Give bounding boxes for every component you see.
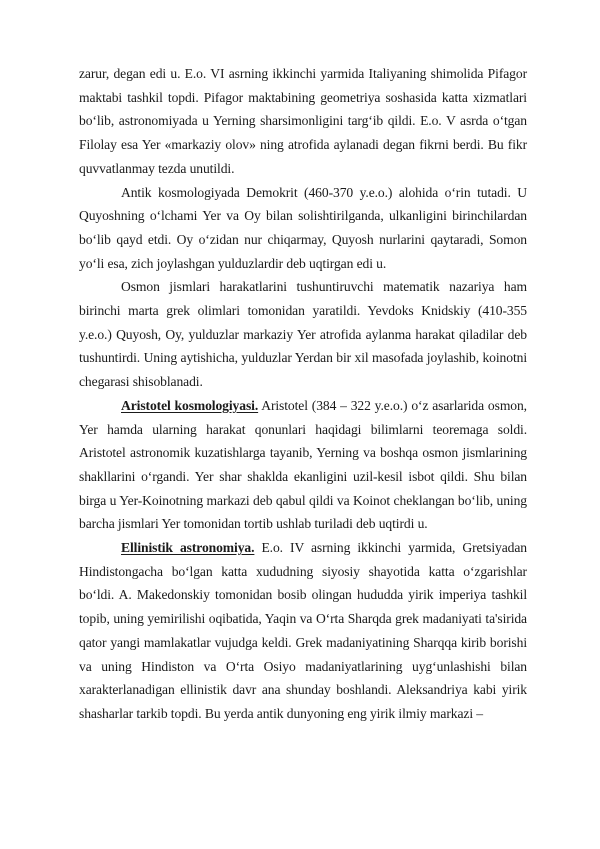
paragraph-1-text: zarur, degan edi u. E.o. VI asrning ikkinchi yarmida Italiyaning shimolida Pifagor maktabi tashkil topdi. Pifagor maktabining geometriya soshasida katta xizmatlari bo‘lib, astronomiyada u Yerning sharsimonligini targ‘ib qildi. E.o. V asrda o‘tgan Filolay esa Yer «markaziy olov» ning atrofida aylanadi degan fikrni berdi. Bu fikr quvvatlanmay tezda unutildi. — [79, 66, 527, 176]
paragraph-2-text: Antik kosmologiyada Demokrit (460-370 y.e.o.) alohida o‘rin tutadi. U Quyoshning o‘lchami Yer va Oy bilan solishtirilganda, ulkanligini birinchilardan bo‘lib qayd etdi. Oy o‘zidan nur chiqarmay, Quyosh nurlarini qaytaradi, Somon yo‘li esa, zich joylashgan yulduzlardir deb uqtirgan edi u. — [79, 184, 527, 271]
paragraph-1 — [79, 62, 527, 181]
paragraph-5-text: E.o. IV asrning ikkinchi yarmida, Gretsiyadan Hindistongacha bo‘lgan katta xududning siyosiy shayotida katta o‘zgarishlar bo‘ldi. A. Makedonskiy tomonidan bosib olingan hududda yirik imperiya tashkil topib, uning yemirilishi oqibatida, Yaqin va O‘rta Sharqda grek madaniyati ta'sirida qator yangi mamlakatlar vujudga keldi. Grek madaniyatining Sharqqa kirib borishi va uning Hindiston va O‘rta Osiyo madaniyatlarining uyg‘unlashishi bilan xarakterlanadigan ellinistik davr ana shunday boshlandi. Aleksandriya kabi yirik shasharlar tarkib topdi. Bu yerda antik dunyoning eng yirik ilmiy markazi – — [79, 540, 527, 721]
paragraph-2 — [79, 181, 527, 276]
document-page — [79, 62, 527, 726]
section-heading-ellinistik: Ellinistik astronomiya. — [121, 540, 255, 556]
paragraph-3 — [79, 275, 527, 394]
paragraph-4 — [79, 394, 527, 536]
section-heading-aristotel: Aristotel kosmologiyasi. — [121, 397, 259, 413]
paragraph-3-text: Osmon jismlari harakatlarini tushuntiruvchi matematik nazariya ham birinchi marta grek olimlari tomonidan yaratildi. Yevdoks Knidskiy (410-355 y.e.o.) Quyosh, Oy, yulduzlar markaziy Yer atrofida aylanma harakat qiladilar deb tushuntirdi. Uning aytishicha, yulduzlar Yerdan bir xil masofada joylashib, koinotni chegarasi shisoblanadi. — [79, 279, 527, 390]
paragraph-4-text: Aristotel (384 – 322 y.e.o.) o‘z asarlarida osmon, Yer hamda ularning harakat qonunlari haqidagi bilimlarni teoremaga soldi. Aristotel astronomik kuzatishlarga tayanib, Yerning va boshqa osmon jismlarining shakllarini o‘rgandi. Yer shar shaklda ekanligini uzil-kesil isbot qildi. Shu bilan birga u Yer-Koinotning markazi deb qabul qildi va Koinot cheklangan bo‘lib, uning barcha jismlari Yer tomonidan tortib ushlab turiladi deb uqtirdi u. — [79, 397, 527, 532]
paragraph-5 — [79, 536, 527, 726]
